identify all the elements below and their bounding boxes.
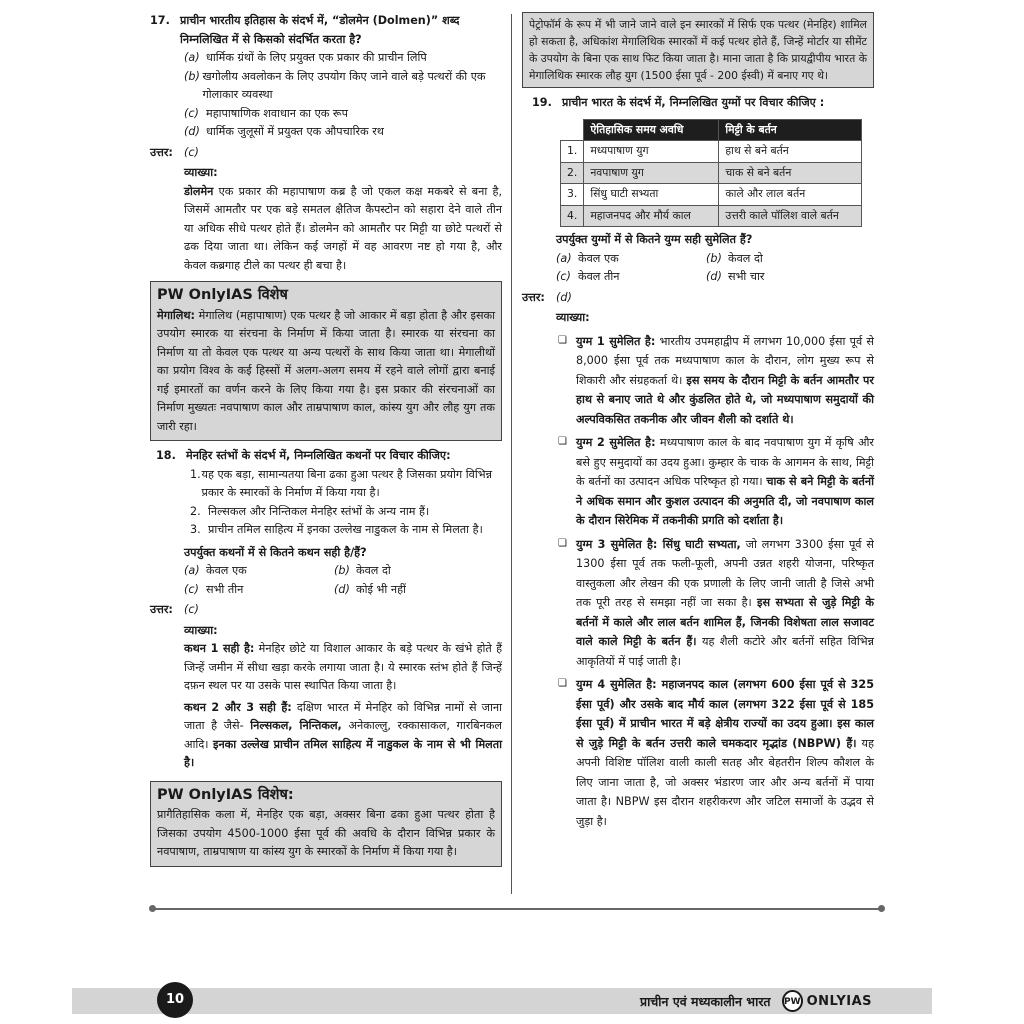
question-text: प्राचीन भारत के संदर्भ में, निम्नलिखित युग्मों पर विचार कीजिए : [562, 96, 825, 109]
option-letter: (d) [184, 125, 200, 138]
statement-number: 1. [190, 467, 201, 481]
option-text: कोई भी नहीं [356, 582, 406, 596]
answer-value: (c) [184, 603, 199, 616]
statement-number: 3. [190, 523, 201, 536]
question-number: 19. [532, 96, 552, 109]
explanation-pair-1 [522, 332, 874, 430]
explanation-text: अनेकाल्लु, रक्कासाकल, गारबिनकल आदि। [184, 719, 503, 751]
option-letter: (a) [184, 51, 200, 64]
box-text: मेगालिथ (महापाषाण) एक पत्थर है जो आकार में बड़ा होता है और इसका उपयोग स्मारक या संरचना के निर्माण में किया जाता है। स्मारक या संरचना का निर्माण या तो केवल एक पत्थर या अन्य पत्थरों के साथ किया जाता था। मेगालीथों का प्रयोग विश्व के कई हिस्सों में अलग-अलग समय में रहने वाले लोगों द्वारा बनाई गई इमारतों का वर्णन करने के लिए किया गया है। इस प्रकार की संरचनाओं का निर्माण मुख्यतः नवपाषाण काल और ताम्रपाषाण काल, कांस्य युग और लौह युग तक जारी रहा। [157, 308, 495, 433]
explanation-label: व्याख्या: [184, 623, 218, 637]
answer-value: (d) [556, 290, 572, 304]
pair-text: मध्यपाषाण काल के बाद नवपाषाण युग में कृषि और बसे हुए समुदायों का उदय हुआ। कुम्हार के चाक के आगमन के साथ, मिट्टी के बर्तनों का उत्पादन अधिक परिष्कृत हो गया। [576, 436, 874, 488]
pair-text: यह अपनी विशिष्ट पॉलिश वाली काली सतह और बेहतरीन शिल्प कौशल के लिए जाना जाता है, जो अक्सर भंडारण जार और अन्य बर्तनों में पाया जाता है। NBPW इस दौरान शहरीकरण और जटिल समाजों के उद्भव से जुड़ा है। [576, 736, 874, 828]
continued-special-box: पेट्रोफॉर्म के रूप में भी जाने जाने वाले इन स्मारकों में सिर्फ एक पत्थर (मेनहिर) शामिल हो सकता है, अधिकांश मेगालिथिक स्मारकों में कई पत्थर होते हैं, जिन्हें मोर्टार या सीमेंट के उपयोग के बिना एक साथ फिट किया जाता है। माना जाता है कि प्रायद्वीपीय भारत के मेगालिथिक स्मारक लौह युग (1500 ईसा पूर्व - 200 ईस्वी) में बनाए गए थे। [522, 12, 874, 88]
table-cell: हाथ से बने बर्तन [719, 141, 862, 163]
option-c [556, 268, 706, 287]
answer-18 [150, 601, 502, 620]
statement-text: निल्सकल और निन्तिकल मेनहिर स्तंभों के अन्य नाम हैं। [208, 504, 430, 518]
option-text: केवल एक [206, 564, 247, 577]
page-rule [152, 908, 882, 910]
checkbox-bullet-icon: ❏ [558, 334, 567, 346]
explanation-pair-2 [522, 433, 874, 531]
statement-3 [150, 521, 502, 540]
question-text: मेनहिर स्तंभों के संदर्भ में, निम्नलिखित कथनों पर विचार कीजिए: [186, 449, 451, 462]
column-divider [511, 14, 512, 894]
left-column [150, 12, 502, 873]
option-text: सभी तीन [206, 582, 244, 596]
option-b [150, 68, 502, 105]
option-a [184, 562, 334, 581]
onlyias-special-box-1 [150, 281, 502, 441]
option-letter: (c) [184, 582, 199, 596]
statement-1 [150, 466, 502, 503]
answer-label: उत्तर: [522, 290, 545, 304]
option-letter: (b) [184, 69, 200, 83]
option-letter: (c) [184, 106, 199, 120]
explanation-statement-2-3 [150, 699, 502, 773]
statement-text: प्राचीन तमिल साहित्य में इनका उल्लेख नाडुकल के नाम से मिलता है। [208, 523, 483, 536]
option-a [556, 250, 706, 269]
option-letter: (a) [556, 251, 572, 265]
statement-2 [150, 503, 502, 522]
table-header-pottery: मिट्टी के बर्तन [719, 119, 862, 141]
box-body [157, 307, 495, 437]
explanation-label: व्याख्या: [556, 311, 590, 324]
table-cell: 1. [561, 141, 584, 163]
answer-label: उत्तर: [150, 145, 173, 159]
checkbox-bullet-icon: ❏ [558, 678, 567, 689]
options-row-1 [522, 250, 874, 269]
option-letter: (a) [184, 564, 200, 577]
box-title: PW OnlyIAS विशेष: [157, 786, 294, 803]
pair-text: यह शैली कटोरे और बर्तनों सहित विभिन्न आकृतियों में पाई जाती है। [576, 635, 874, 668]
option-letter: (b) [706, 251, 722, 265]
option-b [706, 250, 856, 269]
pair-highlight: इस सभ्यता से जुड़े मिट्टी के बर्तनों में काले और लाल बर्तन शामिल हैं, जिनकी विशेषता लाल सजावट वाले काले मिट्टी के बर्तन हैं। [576, 596, 874, 648]
pw-logo-icon: PW [782, 990, 803, 1012]
table-header [561, 119, 862, 141]
option-c [150, 105, 502, 124]
explanation-pair-4 [522, 675, 874, 831]
table-cell: काले और लाल बर्तन [719, 184, 862, 206]
options-row-2 [150, 581, 502, 600]
option-c [184, 581, 334, 600]
onlyias-logo [782, 988, 872, 1014]
option-letter: (c) [556, 270, 571, 283]
pair-highlight: इस समय के दौरान मिट्टी के बर्तन आमतौर पर हाथ से बनाए जाते थे और कुंडलित होते थे, जो मध्यपाषाण समुदायों की अल्पविकसित तकनीक और जीवन शैली को दर्शाते थे। [576, 373, 874, 426]
option-text: महापाषाणिक शवाधान का एक रूप [206, 106, 348, 120]
pair-text: भारतीय उपमहाद्वीप में लगभग 10,000 ईसा पूर्व से 8,000 ईसा पूर्व तक मध्यपाषाण काल के दौरान, लोग मुख्य रूप से शिकारी और संग्रहकर्ता थे। [576, 334, 874, 387]
page-number: 10 [157, 982, 193, 1018]
option-text: धार्मिक ग्रंथों के लिए प्रयुक्त एक प्रकार की प्राचीन लिपि [206, 51, 427, 64]
table-cell: मध्यपाषाण युग [584, 141, 719, 163]
option-text: खगोलीय अवलोकन के लिए उपयोग किए जाने वाले बड़े पत्थरों की एक गोलाकार व्यवस्था [202, 69, 486, 101]
pair-text: जो लगभग 3300 ईसा पूर्व से 1300 ईसा पूर्व तक फली-फूली, अपनी उन्नत शहरी योजना, परिष्कृत वास्तुकला और लेखन की एक प्रणाली के लिए जानी जाती है जिसे अभी तक पूरी तरह से समझा नहीं जा सका है। [576, 537, 874, 609]
explanation-text: दक्षिण भारत में मेनहिर को विभिन्न नामों से जाना जाता है जैसे- [184, 700, 502, 732]
box-lead: मेगालिथ: [157, 308, 195, 322]
pair-lead: युग्म 1 सुमेलित है: [576, 334, 656, 348]
explanation-pair-3 [522, 535, 874, 672]
table-row [561, 141, 862, 163]
onlyias-special-box-2 [150, 781, 502, 867]
option-text: धार्मिक जुलूसों में प्रयुक्त एक औपचारिक रथ [206, 125, 384, 138]
table-cell: 4. [561, 205, 584, 227]
question-text: प्राचीन भारतीय इतिहास के संदर्भ में, “डोलमेन (Dolmen)” शब्द निम्नलिखित में से किसको संदर्भित करता है? [180, 14, 460, 46]
question-number: 18. [156, 449, 176, 462]
table-header-period: ऐतिहासिक समय अवधि [584, 119, 719, 141]
checkbox-bullet-icon: ❏ [558, 436, 567, 447]
pair-lead: युग्म 2 सुमेलित है: [576, 436, 656, 449]
option-letter: (b) [334, 564, 350, 577]
table-cell: महाजनपद और मौर्य काल [584, 205, 719, 227]
option-letter: (d) [334, 582, 350, 596]
options-row-1 [150, 562, 502, 581]
pair-highlight: चाक से बने मिट्टी के बर्तनों ने अधिक समान और कुशल उत्पादन की अनुमति दी, जो नवपाषाण काल के दौरान सिरेमिक में तकनीकी प्रगति को दर्शाता है। [576, 475, 874, 527]
checkbox-bullet-icon: ❏ [558, 537, 567, 549]
logo-text: ONLYIAS [806, 993, 872, 1009]
answer-19 [522, 289, 874, 308]
option-text: सभी चार [728, 270, 765, 283]
table-cell: चाक से बने बर्तन [719, 162, 862, 184]
table-row [561, 162, 862, 184]
pair-lead: युग्म 3 सुमेलित है: सिंधु घाटी सभ्यता, [576, 537, 741, 551]
table-cell: नवपाषाण युग [584, 162, 719, 184]
option-text: केवल दो [356, 564, 391, 577]
table-header-blank [561, 119, 584, 141]
question-17 [150, 12, 502, 49]
option-text: केवल दो [728, 251, 763, 265]
option-a [150, 49, 502, 68]
explanation-names: निल्सकल, निन्तिकल, [250, 719, 342, 732]
explanation-text: मेनहिर छोटे या विशाल आकार के बड़े पत्थर के खंभे होते हैं जिन्हें जमीन में सीधा खड़ा करके लगाया जाता है। ये स्मारक स्तंभ होते हैं जिन्हें दफ़न स्थल पर या उसके पास स्थापित किया जाता है। [184, 642, 503, 692]
option-d [150, 123, 502, 142]
explanation-highlight: इनका उल्लेख प्राचीन तमिल साहित्य में नाडुकल के नाम से भी मिलता है। [184, 737, 502, 769]
answer-value: (c) [184, 145, 199, 159]
footer-title: प्राचीन एवं मध्यकालीन भारत [640, 994, 771, 1009]
table-cell: सिंधु घाटी सभ्यता [584, 184, 719, 206]
pair-lead: युग्म 4 सुमेलित है: महाजनपद काल (लगभग 600 ईसा पूर्व से 325 ईसा पूर्व) और उसके बाद मौर्य काल (लगभग 322 ईसा पूर्व से 185 ईसा पूर्व) में प्राचीन भारत में बड़े क्षेत्रीय राज्यों का उदय हुआ। इस काल से जुड़े मिट्टी के बर्तन उत्तरी काले चमकदार मृद्भांड (NBPW) हैं। [576, 678, 874, 750]
options-row-2 [522, 268, 874, 287]
option-text: केवल एक [578, 251, 619, 265]
option-d [334, 581, 484, 600]
option-text: केवल तीन [578, 270, 620, 283]
table-cell: उत्तरी काले पॉलिश वाले बर्तन [719, 205, 862, 227]
question-18 [150, 447, 502, 466]
sub-question: उपर्युक्त युग्मों में से कितने युग्म सही सुमेलित हैं? [556, 233, 753, 246]
question-19 [522, 94, 874, 113]
explanation-text: एक प्रकार की महापाषाण कब्र है जो एकल कक्ष मकबरे से बना है, जिसमें आमतौर पर एक बड़े समतल क्षैतिज कैपस्टोन को सहारा देने वाले तीन या अधिक सीधे पत्थर होते हैं। डोलमेन को आमतौर पर मिट्टी या छोटे पत्थरों से ढक दिया जाता था। लेकिन कई जगहों में वह आवरण नष्ट हो गया है, और केवल कब्रगाह टीले का पत्थर ही बचा है। [184, 184, 502, 272]
explanation-lead: कथन 2 और 3 सही हैं: [184, 700, 292, 714]
option-d [706, 268, 856, 287]
table-cell: 3. [561, 184, 584, 206]
table-cell: 2. [561, 162, 584, 184]
pairs-table [560, 119, 862, 228]
sub-question: उपर्युक्त कथनों में से कितने कथन सही है/हैं? [184, 545, 367, 559]
answer-17 [150, 144, 502, 163]
option-letter: (d) [706, 270, 722, 283]
question-number: 17. [150, 14, 170, 27]
box-text: प्रागैतिहासिक कला में, मेनहिर एक बड़ा, अक्सर बिना ढका हुआ पत्थर होता है जिसका उपयोग 4500-1000 ईसा पूर्व की अवधि के दौरान विभिन्न प्रकार के नवपाषाण, ताम्रपाषाण या कांस्य युग के स्मारकों के निर्माण में किया गया है। [157, 808, 495, 858]
statement-number: 2. [190, 504, 201, 518]
option-b [334, 562, 484, 581]
answer-label: उत्तर: [150, 603, 173, 616]
statement-text: यह एक बड़ा, सामान्यतया बिना ढका हुआ पत्थर है जिसका प्रयोग विभिन्न प्रकार के स्मारकों के निर्माण में किया गया है। [201, 467, 493, 499]
explanation-label: व्याख्या: [184, 166, 218, 179]
table-row [561, 205, 862, 227]
explanation-term: डोलमेन [184, 184, 214, 198]
table-row [561, 184, 862, 206]
explanation-statement-1 [150, 640, 502, 696]
explanation-17 [150, 183, 502, 276]
box-title: PW OnlyIAS विशेष [157, 287, 288, 303]
explanation-lead: कथन 1 सही है: [184, 642, 255, 655]
right-column [522, 12, 874, 831]
